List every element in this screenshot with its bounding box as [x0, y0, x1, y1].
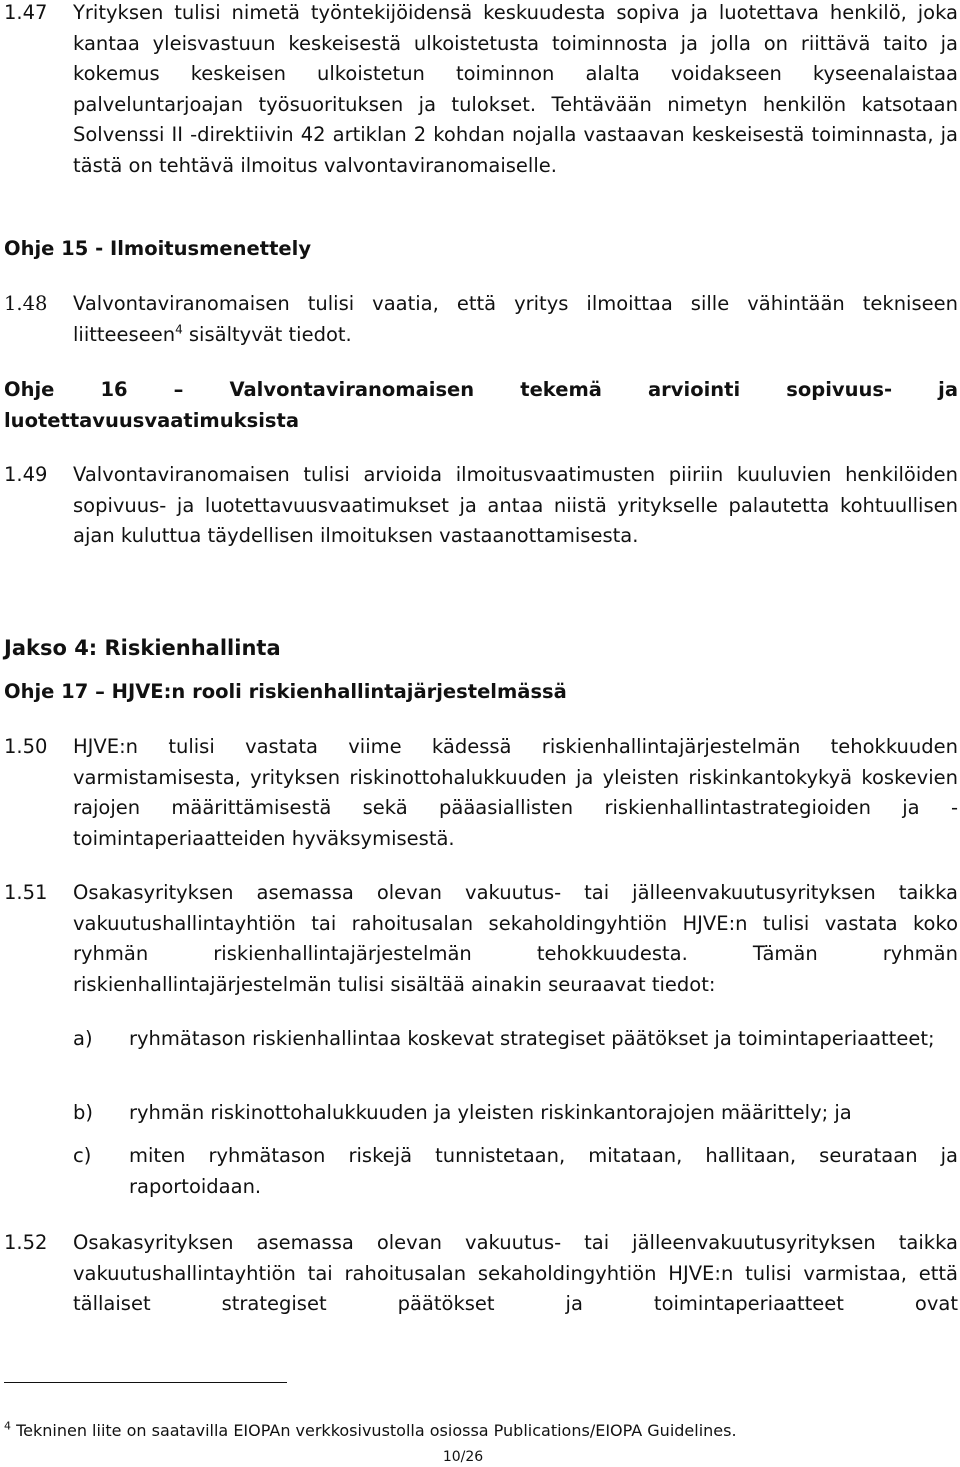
page-number: 10/26	[442, 1449, 484, 1465]
list-item-a	[73, 1024, 958, 1055]
footnote	[4, 1421, 954, 1441]
paragraph-1-52	[4, 1228, 958, 1320]
paragraph-number: 1.47	[4, 1, 48, 24]
paragraph-1-48	[4, 289, 958, 350]
list-item-label: a)	[73, 1027, 93, 1050]
list-item-label: c)	[73, 1144, 92, 1167]
heading-guideline-15: Ohje 15 - Ilmoitusmenettely	[4, 237, 312, 260]
paragraph-text: Osakasyrityksen asemassa olevan vakuutus- tai jälleenvakuutusyrityksen taikka vakuutushallintayhtiön tai rahoitusalan sekaholdingyhtiön HJVE:n tulisi varmistaa, että tällaiset strategiset päätökset ja toimintaperiaatteet ovat	[73, 1231, 958, 1315]
paragraph-1-47	[4, 0, 958, 181]
footnote-reference[interactable]: 4	[175, 322, 183, 336]
list-item-text: ryhmätason riskienhallintaa koskevat strategiset päätökset ja toimintaperiaatteet;	[129, 1027, 935, 1050]
list-item-c	[73, 1141, 958, 1202]
paragraph-1-51	[4, 878, 958, 1000]
paragraph-number: 1.48	[4, 292, 48, 315]
paragraph-text: Valvontaviranomaisen tulisi arvioida ilmoitusvaatimusten piiriin kuuluvien henkilöiden sopivuus- ja luotettavuusvaatimukset ja antaa niistä yritykselle palautetta kohtuullisen ajan kuluttua täydellisen ilmoituksen vastaanottamisesta.	[73, 463, 958, 547]
paragraph-text	[73, 289, 958, 350]
paragraph-1-50	[4, 732, 958, 854]
paragraph-number: 1.49	[4, 463, 48, 486]
heading-section-4: Jakso 4: Riskienhallinta	[4, 636, 281, 660]
paragraph-1-49	[4, 460, 958, 552]
footnote-marker: 4	[4, 1419, 11, 1433]
paragraph-text-before: Valvontaviranomaisen tulisi vaatia, että yritys ilmoittaa sille vähintään tekniseen liitteeseen	[73, 292, 958, 346]
footnote-text: Tekninen liite on saatavilla EIOPAn verkkosivustolla osiossa Publications/EIOPA Guidelines.	[11, 1421, 737, 1440]
list-item-b	[73, 1098, 958, 1129]
list-item-label: b)	[73, 1101, 93, 1124]
paragraph-text: Osakasyrityksen asemassa olevan vakuutus- tai jälleenvakuutusyrityksen taikka vakuutushallintayhtiön tai rahoitusalan sekaholdingyhtiön HJVE:n tulisi vastata koko ryhmän riskienhallintajärjestelmän tehokkuudesta. Tämän ryhmän riskienhallintajärjestelmän tulisi sisältää ainakin seuraavat tiedot:	[73, 881, 958, 996]
list-item-text: ryhmän riskinottohalukkuuden ja yleisten riskinkantorajojen määrittely; ja	[129, 1101, 852, 1124]
heading-guideline-17: Ohje 17 – HJVE:n rooli riskienhallintajärjestelmässä	[4, 680, 567, 703]
paragraph-number: 1.51	[4, 881, 48, 904]
paragraph-number: 1.52	[4, 1231, 48, 1254]
paragraph-text: Yrityksen tulisi nimetä työntekijöidensä keskuudesta sopiva ja luotettava henkilö, joka kantaa yleisvastuun keskeisestä ulkoistetusta toiminnosta ja jolla on riittävä taito ja kokemus keskeisen ulkoistetun toiminnon alalta voidakseen kyseenalaistaa palveluntarjoajan työsuorituksen ja tulokset. Tehtävään nimetyn henkilön katsotaan Solvenssi II -direktiivin 42 artiklan 2 kohdan nojalla vastaavan keskeisestä toiminnasta, ja tästä on tehtävä ilmoitus valvontaviranomaiselle.	[73, 1, 958, 177]
paragraph-number: 1.50	[4, 735, 48, 758]
paragraph-text: HJVE:n tulisi vastata viime kädessä riskienhallintajärjestelmän tehokkuuden varmistamisesta, yrityksen riskinottohalukkuuden ja yleisten riskinkantokykyä koskevien rajojen määrittämisestä sekä pääasiallisten riskienhallintastrategioiden ja -toimintaperiaatteiden hyväksymisestä.	[73, 735, 958, 850]
paragraph-text-after: sisältyvät tiedot.	[182, 322, 352, 346]
footnote-separator	[4, 1382, 287, 1383]
list-item-text: miten ryhmätason riskejä tunnistetaan, mitataan, hallitaan, seurataan ja raportoidaan.	[129, 1144, 958, 1198]
heading-guideline-16: Ohje 16 – Valvontaviranomaisen tekemä arviointi sopivuus- ja luotettavuusvaatimuksista	[4, 378, 958, 432]
